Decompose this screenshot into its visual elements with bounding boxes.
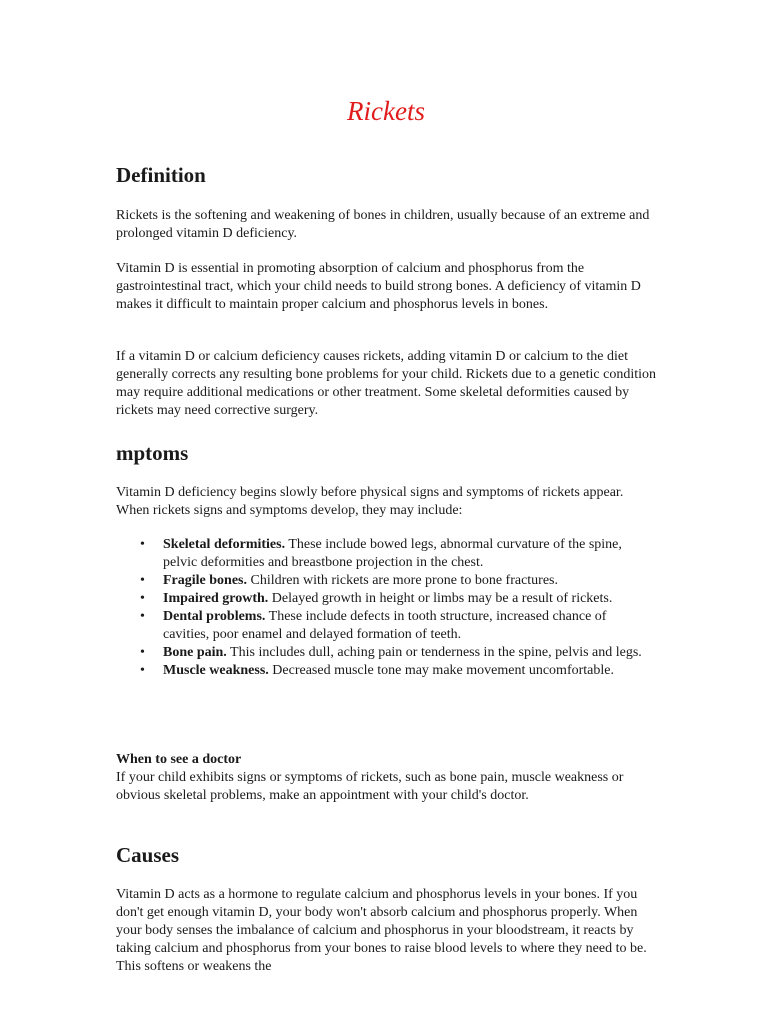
symptom-description: Delayed growth in height or limbs may be a result of rickets. (268, 591, 613, 606)
causes-paragraph-1: Vitamin D acts as a hormone to regulate calcium and phosphorus levels in your bones. If you don't get enough vitamin D, your body won't absorb calcium and phosphorus properly. When your body senses the imbalance of calcium and phosphorus in your bloodstream, it reacts by taking calcium and phosphorus from your bones to raise blood levels to where they need to be. This softens or weakens the (116, 887, 647, 974)
symptom-description: This includes dull, aching pain or tenderness in the spine, pelvis and legs. (226, 645, 642, 660)
list-item (116, 662, 656, 680)
bullet-icon: • (140, 663, 145, 678)
symptom-term: Bone pain. (163, 645, 227, 660)
definition-paragraph-1: Rickets is the softening and weakening of bones in children, usually because of an extreme and prolonged vitamin D deficiency. (116, 208, 650, 241)
definition-paragraph-2: Vitamin D is essential in promoting absorption of calcium and phosphorus from the gastrointestinal tract, which your child needs to build strong bones. A deficiency of vitamin D makes it difficult to maintain proper calcium and phosphorus levels in bones. (116, 261, 641, 312)
bullet-icon: • (140, 591, 145, 606)
bullet-icon: • (140, 609, 145, 624)
list-item (116, 572, 656, 590)
list-item (116, 590, 656, 608)
bullet-icon: • (140, 537, 145, 552)
when-to-see-doctor-heading: When to see a doctor (116, 752, 242, 767)
symptoms-intro: Vitamin D deficiency begins slowly before physical signs and symptoms of rickets appear. When rickets signs and symptoms develop, they may include: (116, 485, 624, 518)
bullet-icon: • (140, 645, 145, 660)
bullet-icon: • (140, 573, 145, 588)
symptom-term: Dental problems. (163, 609, 266, 624)
symptoms-list (116, 536, 656, 680)
list-item (116, 644, 656, 662)
symptoms-heading: mptoms (116, 441, 189, 465)
symptom-description: Children with rickets are more prone to bone fractures. (247, 573, 559, 588)
symptom-description: Decreased muscle tone may make movement uncomfortable. (268, 663, 614, 678)
symptom-term: Skeletal deformities. (163, 537, 286, 552)
symptom-description: These include bowed legs, abnormal curvature of the spine, pelvic deformities and breastbone projection in the chest. (163, 537, 622, 570)
list-item (116, 536, 656, 572)
symptom-term: Impaired growth. (163, 591, 269, 606)
symptom-description: These include defects in tooth structure, increased chance of cavities, poor enamel and delayed formation of teeth. (163, 609, 607, 642)
definition-paragraph-3: If a vitamin D or calcium deficiency causes rickets, adding vitamin D or calcium to the diet generally corrects any resulting bone problems for your child. Rickets due to a genetic condition may require additional medications or other treatment. Some skeletal deformities caused by rickets may need corrective surgery. (116, 349, 657, 418)
symptom-term: Muscle weakness. (163, 663, 269, 678)
symptom-term: Fragile bones. (163, 573, 247, 588)
list-item (116, 608, 656, 644)
document-title: Rickets (347, 96, 425, 126)
when-to-see-doctor-text: If your child exhibits signs or symptoms of rickets, such as bone pain, muscle weakness or obvious skeletal problems, make an appointment with your child's doctor. (116, 770, 624, 803)
definition-heading: Definition (116, 163, 206, 187)
causes-heading: Causes (116, 843, 180, 867)
